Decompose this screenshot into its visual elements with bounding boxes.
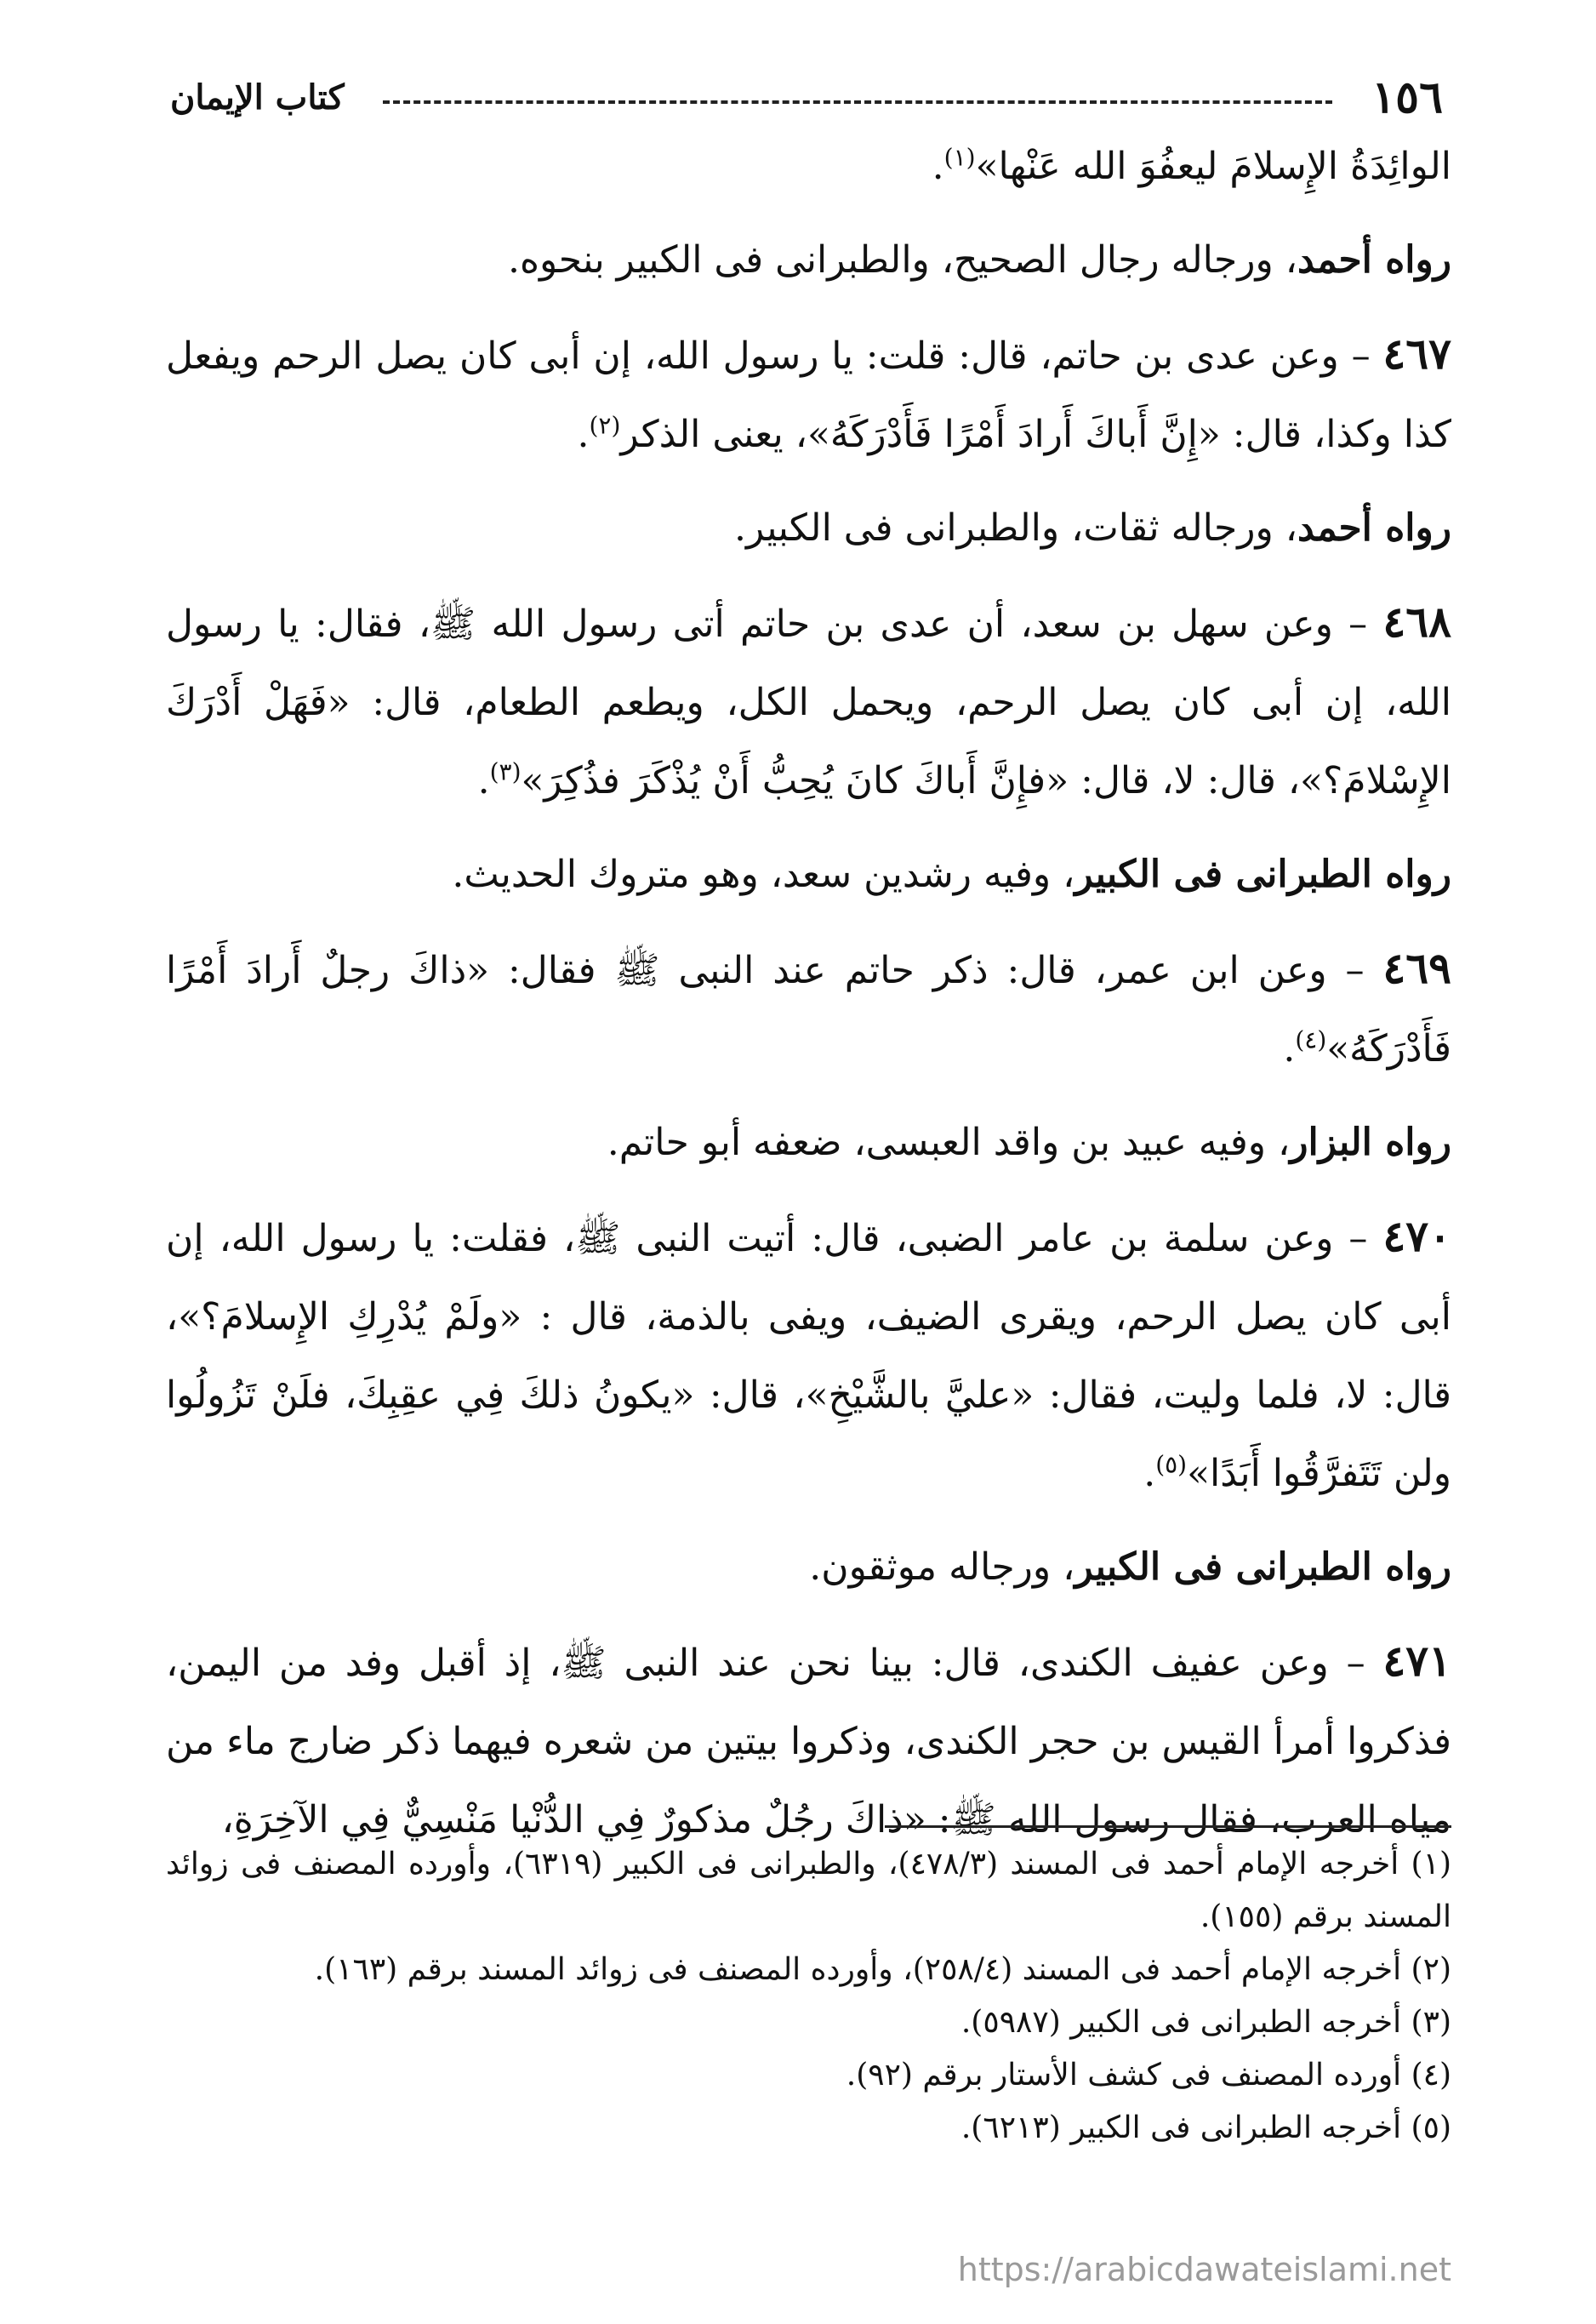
hadith-467 xyxy=(166,315,1451,474)
footnotes xyxy=(166,1838,1451,2155)
footnote-ref: (٢) xyxy=(589,411,621,440)
main-text xyxy=(166,128,1451,1875)
narrator-source: رواه الطبرانى فى الكبير xyxy=(1074,853,1451,896)
hadith-number: ٤٦٧ xyxy=(1382,328,1451,379)
narrator-source: رواه أحمد xyxy=(1297,506,1451,550)
header-dashed-rule xyxy=(383,100,1332,104)
hadith-text: – وعن سهل بن سعد، أن عدى بن حاتم أتى رسول الله ﷺ، فقال: يا رسول الله، إن أبى كان يصل الرحم، ويحمل الكل، ويطعم الطعام، قال: «فَهَلْ أَدْرَكَ الإِسْلامَ؟»، قال: لا، قال: «فإِنَّ أَباكَ كانَ يُحِبُّ أَنْ يُذْكَرَ فذُكِرَ» xyxy=(166,602,1451,802)
footnote-3: (٣) أخرجه الطبرانى فى الكبير (٥٩٨٧). xyxy=(960,2005,1451,2040)
text: الوائِدَةُ الإِسلامَ ليعفُوَ الله عَنْها» xyxy=(975,145,1451,188)
footnote-separator xyxy=(885,1825,1451,1828)
text: ، ورجاله ثقات، والطبرانى فى الكبير. xyxy=(734,506,1297,550)
watermark-url: https://arabicdawateislami.net xyxy=(957,2251,1451,2288)
narrator-source: رواه أحمد xyxy=(1297,238,1451,282)
hadith-number: ٤٧١ xyxy=(1382,1636,1451,1686)
page-header xyxy=(170,68,1443,128)
text: ، وفيه عبيد بن واقد العبسى، ضعفه أبو حاتم. xyxy=(607,1121,1291,1164)
hadith-number: ٤٦٩ xyxy=(1382,943,1451,993)
page-number: ١٥٦ xyxy=(1371,71,1443,123)
hadith-number: ٤٦٨ xyxy=(1382,597,1451,647)
footnote-ref: (١) xyxy=(943,143,976,172)
hadith-471 xyxy=(166,1622,1451,1859)
footnote-ref: (٣) xyxy=(489,757,522,786)
punct: . xyxy=(1143,1452,1156,1495)
footnote-1: (١) أخرجه الإمام أحمد فى المسند (٤٧٨/٣)، والطبرانى فى الكبير (٦٣١٩)، وأورده المصنف فى زوائد المسند برقم (١٥٥). xyxy=(166,1847,1451,1934)
source-note xyxy=(166,221,1451,300)
source-note xyxy=(166,489,1451,568)
source-note xyxy=(166,1104,1451,1182)
hadith-470 xyxy=(166,1197,1451,1513)
text: ، وفيه رشدين سعد، وهو متروك الحديث. xyxy=(452,853,1075,896)
hadith-text: – وعن عفيف الكندى، قال: بينا نحن عند النبى ﷺ، إذ أقبل وفد من اليمن، فذكروا أمرأ القيس بن حجر الكندى، وذكروا بيتين من شعره فيهما ذكر ضارج ماء من مياه العرب، فقال رسول الله ﷺ: «ذاكَ رجُلٌ مذكورٌ فِي الدُّنْيا مَنْسِيٌّ فِي الآخِرَةِ، xyxy=(166,1642,1451,1841)
punct: . xyxy=(1283,1027,1296,1071)
book-title: كتاب الإيمان xyxy=(170,77,345,117)
footnote-4: (٤) أورده المصنف فى كشف الأستار برقم (٩٢). xyxy=(846,2058,1451,2093)
punct: . xyxy=(577,413,590,456)
footnote-ref: (٤) xyxy=(1295,1025,1327,1054)
footnote-2: (٢) أخرجه الإمام أحمد فى المسند (٢٥٨/٤)، وأورده المصنف فى زوائد المسند برقم (١٦٣). xyxy=(314,1952,1451,1987)
source-note xyxy=(166,1528,1451,1607)
narrator-source: رواه البزار xyxy=(1290,1121,1451,1164)
hadith-text: – وعن ابن عمر، قال: ذكر حاتم عند النبى ﷺ فقال: «ذاكَ رجلٌ أَرادَ أَمْرًا فَأَدْرَكَهُ» xyxy=(166,949,1451,1071)
hadith-469 xyxy=(166,929,1451,1088)
hadith-number: ٤٧٠ xyxy=(1382,1211,1451,1261)
narrator-source: رواه الطبرانى فى الكبير xyxy=(1074,1545,1451,1589)
punct: . xyxy=(932,145,944,188)
punct: . xyxy=(477,759,490,802)
hadith-468 xyxy=(166,583,1451,820)
hadith-text: – وعن عدى بن حاتم، قال: قلت: يا رسول الله، إن أبى كان يصل الرحم ويفعل كذا وكذا، قال: «إِنَّ أَباكَ أَرادَ أَمْرًا فَأَدْرَكَهُ»، يعنى الذكر xyxy=(166,334,1451,456)
source-note xyxy=(166,836,1451,914)
footnote-5: (٥) أخرجه الطبرانى فى الكبير (٦٢١٣). xyxy=(960,2110,1451,2145)
text: ، ورجاله رجال الصحيح، والطبرانى فى الكبير بنحوه. xyxy=(508,238,1297,282)
hadith-text: – وعن سلمة بن عامر الضبى، قال: أتيت النبى ﷺ، فقلت: يا رسول الله، إن أبى كان يصل الرحم، ويقرى الضيف، ويفى بالذمة، قال : «ولَمْ يُدْرِكِ الإِسلامَ؟»، قال: لا، فلما وليت، فقال: «عليَّ بالشَّيْخِ»، قال: «يكونُ ذلكَ فِي عقِبِكَ، فلَنْ تَزُولُوا ولن تَتَفرَّقُوا أَبَدًا» xyxy=(166,1217,1451,1495)
paragraph-continuation xyxy=(166,128,1451,206)
text: ، ورجاله موثقون. xyxy=(809,1545,1075,1589)
footnote-ref: (٥) xyxy=(1155,1450,1188,1479)
